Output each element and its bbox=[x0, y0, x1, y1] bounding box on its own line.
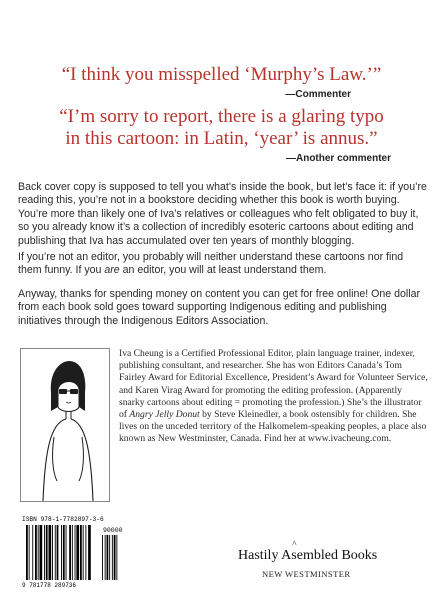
quote-2-line-2: in this cartoon: in Latin, ‘year’ is annus.” bbox=[65, 128, 378, 149]
body-paragraph-2-emphasis: are bbox=[104, 264, 120, 277]
publisher-name-s-letter: s bbox=[291, 548, 297, 563]
isbn-label: ISBN 978-1-7782897-3-6 bbox=[22, 516, 104, 523]
body-paragraph-2-a: If you’re not an editor, you probably will neither understand these cartoons nor find them funny. If you bbox=[18, 251, 404, 277]
quote-1-attribution: —Commenter bbox=[285, 89, 351, 100]
quote-2 bbox=[20, 106, 423, 150]
quote-2-line-1: “I’m sorry to report, there is a glaring typo bbox=[59, 106, 384, 127]
quote-2-attribution: —Another commenter bbox=[285, 153, 391, 164]
publisher-name-part-1: Hastily A bbox=[238, 548, 292, 563]
body-paragraph-2-b: an editor, you will at least understand them. bbox=[119, 264, 327, 277]
publisher-name-s bbox=[291, 539, 297, 564]
author-illustration bbox=[20, 348, 110, 502]
body-paragraph-2 bbox=[18, 251, 428, 278]
publisher-name-part-2: embled Books bbox=[296, 548, 378, 563]
price-code: 90000 bbox=[103, 527, 123, 534]
body-paragraph-1: Back cover copy is supposed to tell you what’s inside the book, but let’s face it: if you’re reading this, you’re not in a bookstore deciding whether this book is worth buying. You’re more than likely one of Iva’s relatives or colleagues who felt obligated to buy it, so you already know it’s a collection of incredibly esoteric cartoons about editing and publishing that Iva has accumulated over ten years of monthly blogging. bbox=[18, 181, 427, 247]
publisher-logo bbox=[238, 539, 408, 564]
author-bio-part-2: by Steve Kleinedler, a book ostensibly for children. She lives on the unceded territory of the Halkomelem-speaking peoples, a place also known as New Westminster, Canada. Find her at www.ivacheung.com. bbox=[119, 409, 427, 445]
author-cartoon-icon bbox=[21, 349, 109, 501]
body-paragraph-3: Anyway, thanks for spending money on content you can get for free online! One dollar from each book sold goes toward supporting Indigenous editing and publishing initiatives through the Indigenous Editors Association. bbox=[18, 288, 421, 327]
barcode-number: 9 781778 289736 bbox=[22, 582, 77, 589]
author-bio bbox=[119, 348, 429, 446]
publisher-city: NEW WESTMINSTER bbox=[262, 569, 351, 579]
illustrated-book-title: Angry Jelly Donut bbox=[129, 409, 200, 421]
barcode-bars-icon bbox=[20, 508, 132, 590]
quote-1: “I think you misspelled ‘Murphy’s Law.’” bbox=[61, 64, 382, 85]
author-bio-part-1: Iva Cheung is a Certified Professional Editor, plain language trainer, indexer, publishing consultant, and researcher. She has won Editors Canada’s Tom Fairley Award for Editorial Excellence, President’s Award for Volunteer Service, and Karen Virag Award for promoting the editing profession. (Apparently snarky cartoons about editing = promoting the profession.) She’s the illustrator of bbox=[119, 348, 428, 421]
caret-mark-icon: ^ bbox=[292, 539, 297, 549]
isbn-barcode bbox=[20, 508, 132, 590]
